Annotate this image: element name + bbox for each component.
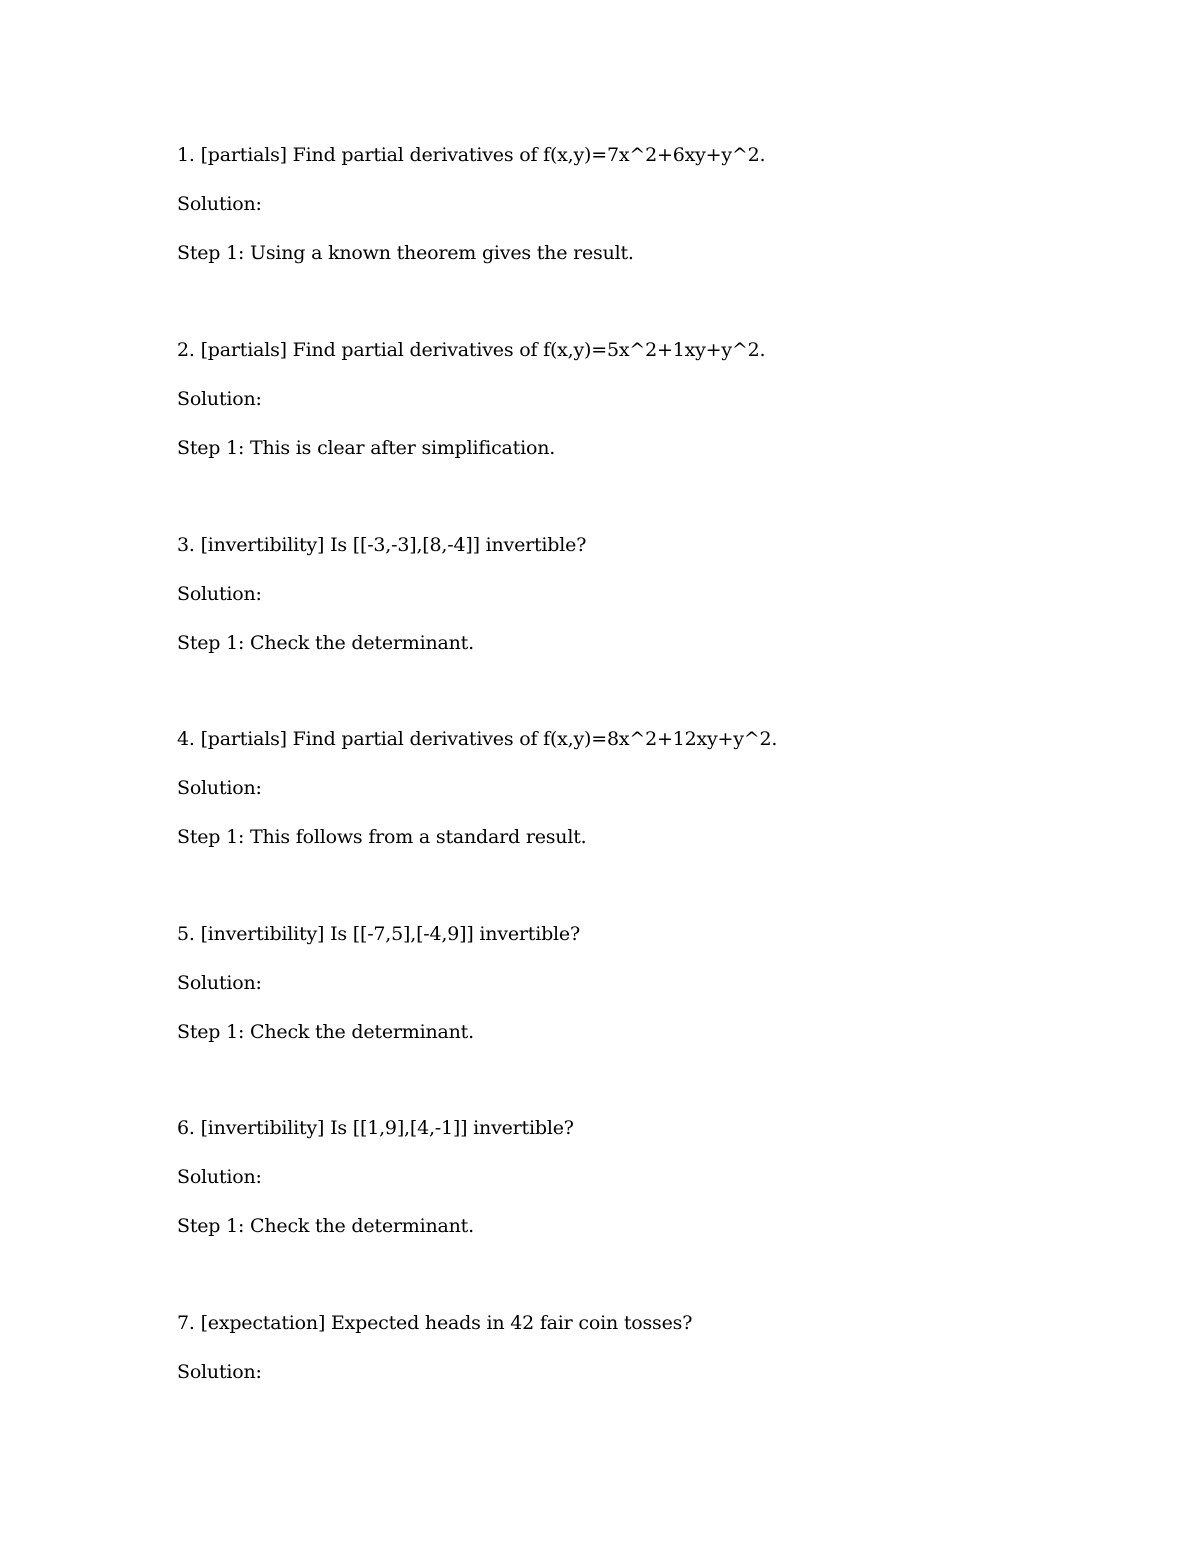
solution-label: Solution: <box>177 193 262 215</box>
problem-3 <box>177 533 1137 655</box>
problem-question: 6. [invertibility] Is [[1,9],[4,-1]] invertible? <box>177 1117 574 1139</box>
solution-label: Solution: <box>177 388 262 410</box>
problem-6 <box>177 1116 1137 1238</box>
problem-question: 5. [invertibility] Is [[-7,5],[-4,9]] invertible? <box>177 923 580 945</box>
solution-label: Solution: <box>177 583 262 605</box>
problem-question: 7. [expectation] Expected heads in 42 fair coin tosses? <box>177 1312 693 1334</box>
solution-step: Step 1: This is clear after simplification. <box>177 437 556 459</box>
problem-question: 3. [invertibility] Is [[-3,-3],[8,-4]] invertible? <box>177 534 587 556</box>
problem-question: 1. [partials] Find partial derivatives of f(x,y)=7x^2+6xy+y^2. <box>177 144 766 166</box>
problem-5 <box>177 922 1137 1044</box>
solution-label: Solution: <box>177 1361 262 1383</box>
solution-label: Solution: <box>177 777 262 799</box>
problem-question: 4. [partials] Find partial derivatives of f(x,y)=8x^2+12xy+y^2. <box>177 728 778 750</box>
problem-7 <box>177 1311 1137 1409</box>
problem-1 <box>177 143 1137 265</box>
problem-question: 2. [partials] Find partial derivatives of f(x,y)=5x^2+1xy+y^2. <box>177 339 766 361</box>
problem-4 <box>177 727 1137 849</box>
solution-step: Step 1: Check the determinant. <box>177 1215 474 1237</box>
solution-label: Solution: <box>177 1166 262 1188</box>
solution-step: Step 1: Using a known theorem gives the result. <box>177 242 634 264</box>
solution-step: Step 1: Check the determinant. <box>177 632 474 654</box>
problem-2 <box>177 338 1137 460</box>
solution-step: Step 1: Check the determinant. <box>177 1021 474 1043</box>
solution-step: Step 1: This follows from a standard result. <box>177 826 587 848</box>
solution-label: Solution: <box>177 972 262 994</box>
